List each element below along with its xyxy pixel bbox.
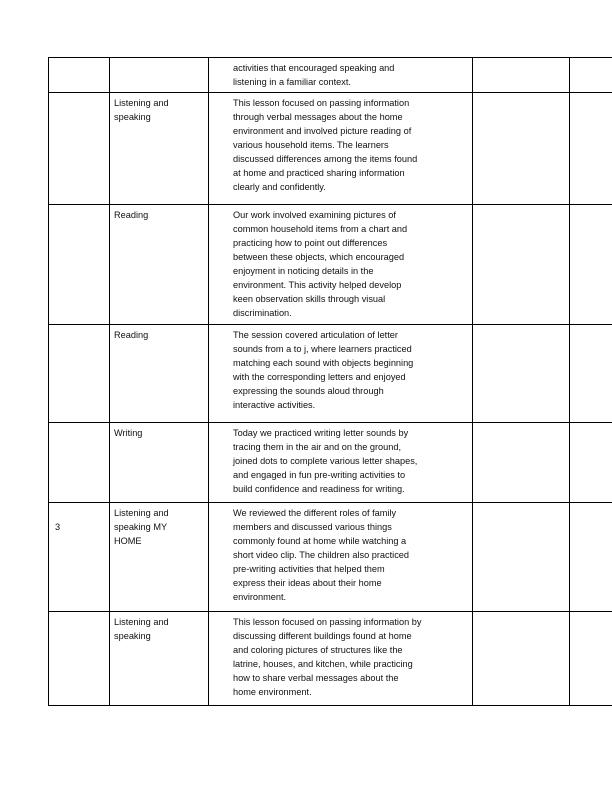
subject-line: Listening and [114,617,169,627]
content-line: short video clip. The children also practiced [233,550,410,560]
content-line: clearly and confidently. [233,182,326,192]
content-cell [209,423,473,503]
content-line: We reviewed the different roles of family [233,508,397,518]
subject-line: HOME [114,536,142,546]
subject-cell [110,205,209,325]
empty-cell [473,423,570,503]
subject-cell [110,93,209,205]
empty-cell [570,503,612,612]
content-line: joined dots to complete various letter shapes, [233,456,418,466]
content-line: This lesson focused on passing information by [233,617,422,627]
empty-cell [473,58,570,93]
subject-cell [110,423,209,503]
subject-line: speaking MY [114,522,168,532]
subject-line: Writing [114,428,143,438]
content-line: various household items. The learners [233,140,389,150]
content-line: discussing different buildings found at home [233,631,412,641]
table-row [49,58,612,93]
subject-cell [110,58,209,93]
content-line: The session covered articulation of letter [233,330,398,340]
empty-cell [570,58,612,93]
week-cell [49,325,110,423]
content-line: matching each sound with objects beginning [233,358,414,368]
content-line: environment and involved picture reading of [233,126,412,136]
content-line: members and discussed various things [233,522,392,532]
content-line: latrine, houses, and kitchen, while practicing [233,659,413,669]
subject-line: Listening and [114,508,169,518]
content-line: expressing the sounds aloud through [233,386,384,396]
content-line: with the corresponding letters and enjoyed [233,372,406,382]
content-cell [209,58,473,93]
content-line: Our work involved examining pictures of [233,210,396,220]
table-body [49,58,612,706]
empty-cell [473,205,570,325]
content-line: practicing how to point out differences [233,238,388,248]
content-line: tracing them in the air and on the ground, [233,442,402,452]
table-row [49,325,612,423]
content-line: at home and practiced sharing information [233,168,405,178]
content-cell [209,205,473,325]
content-line: enjoyment in noticing details in the [233,266,374,276]
content-line: pre-writing activities that helped them [233,564,385,574]
week-cell [49,205,110,325]
table-row [49,612,612,706]
subject-cell [110,612,209,706]
content-line: Today we practiced writing letter sounds by [233,428,409,438]
lesson-log-table [48,57,612,706]
empty-cell [570,325,612,423]
content-cell [209,325,473,423]
content-line: express their ideas about their home [233,578,382,588]
content-line: This lesson focused on passing information [233,98,410,108]
content-line: sounds from a to j, where learners practiced [233,344,412,354]
subject-cell [110,325,209,423]
content-line: commonly found at home while watching a [233,536,407,546]
content-cell [209,93,473,205]
content-line: and engaged in fun pre-writing activities to [233,470,406,480]
week-cell [49,612,110,706]
empty-cell [473,612,570,706]
content-line: discrimination. [233,308,292,318]
content-line: keen observation skills through visual [233,294,386,304]
subject-cell [110,503,209,612]
content-cell [209,612,473,706]
content-line: common household items from a chart and [233,224,408,234]
week-cell [49,58,110,93]
subject-line: speaking [114,112,151,122]
empty-cell [570,205,612,325]
subject-line: speaking [114,631,151,641]
content-line: activities that encouraged speaking and [233,63,395,73]
content-line: how to share verbal messages about the [233,673,399,683]
content-line: and coloring pictures of structures like the [233,645,403,655]
content-line: discussed differences among the items found [233,154,418,164]
subject-line: Reading [114,330,149,340]
empty-cell [570,93,612,205]
empty-cell [473,503,570,612]
empty-cell [473,93,570,205]
content-line: environment. [233,592,287,602]
content-line: listening in a familiar context. [233,77,351,87]
week-cell [49,423,110,503]
week-cell: 3 [49,503,110,612]
content-line: build confidence and readiness for writing. [233,484,405,494]
week-cell [49,93,110,205]
empty-cell [570,612,612,706]
subject-line: Listening and [114,98,169,108]
empty-cell [570,423,612,503]
table-row [49,503,612,612]
table-row [49,205,612,325]
table-row [49,93,612,205]
content-line: environment. This activity helped develop [233,280,402,290]
content-line: through verbal messages about the home [233,112,403,122]
content-cell [209,503,473,612]
content-line: between these objects, which encouraged [233,252,405,262]
empty-cell [473,325,570,423]
content-line: interactive activities. [233,400,316,410]
content-line: home environment. [233,687,312,697]
subject-line: Reading [114,210,149,220]
table-row [49,423,612,503]
